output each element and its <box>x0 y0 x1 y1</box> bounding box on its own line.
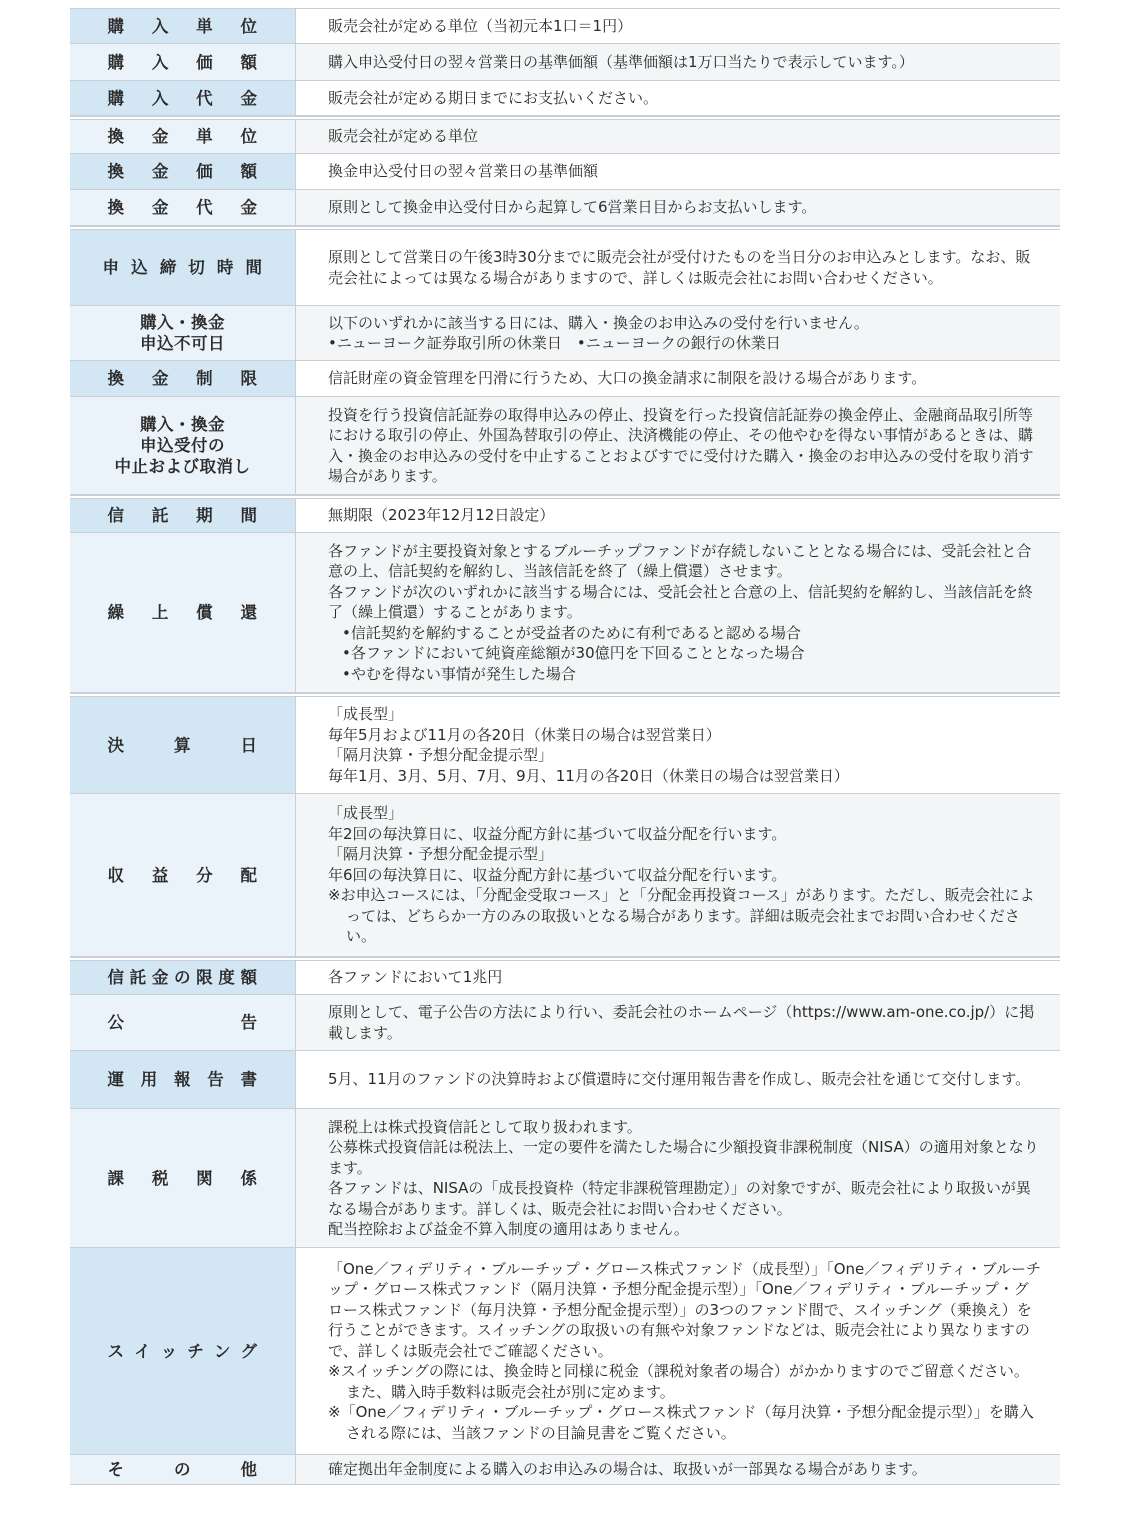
label-char: 用 <box>140 1070 158 1089</box>
row-label-text <box>108 197 258 218</box>
label-char: 制 <box>196 369 214 388</box>
fund-terms-table <box>70 8 1060 1485</box>
row-label-line: 中止および取消し <box>114 457 251 476</box>
row-value <box>296 1455 1060 1484</box>
row-value-line: 販売会社が定める期日までにお支払いください。 <box>328 88 659 107</box>
row-value <box>296 961 1060 994</box>
row-value-line: 投資を行う投資信託証券の取得申込みの停止、投資を行った投資信託証券の換金停止、金融商品取引所等における取引の停止、外国為替取引の停止、決済機能の停止、その他やむを得ない事情があるときは、購入・換金のお申込みの受付を中止することおよびすでに受付けた購入・換金のお申込みの受付を取り消す場合があります。 <box>328 405 1034 485</box>
label-char: 係 <box>240 1168 258 1188</box>
row-label <box>70 1248 296 1454</box>
row-label <box>70 794 296 956</box>
row-label-text <box>108 16 258 37</box>
label-char: 代 <box>196 198 214 217</box>
label-char: 位 <box>240 16 258 36</box>
row-label <box>70 9 296 43</box>
row-value <box>296 499 1060 532</box>
label-char: 信 <box>107 968 125 987</box>
label-char: 託 <box>129 968 147 987</box>
row-value <box>296 533 1060 692</box>
row-value-line: 「隔月決算・予想分配金提示型」 <box>328 845 554 864</box>
label-char: 税 <box>151 1168 169 1188</box>
row-label <box>70 1455 296 1484</box>
label-char: 日 <box>240 735 258 755</box>
row-label-text <box>108 1069 258 1090</box>
row-label <box>70 961 296 994</box>
label-char: イ <box>134 1341 152 1361</box>
label-char: 単 <box>196 16 214 36</box>
row-value-line: 各ファンドが次のいずれかに該当する場合には、受託会社と合意の上、信託契約を解約し、当該信託を終了（繰上償還）することがあります。 <box>328 582 1033 622</box>
row-value-line: •やむを得ない事情が発生した場合 <box>342 664 576 683</box>
row-value <box>296 995 1060 1050</box>
label-char: 決 <box>107 735 125 755</box>
label-char: 締 <box>159 258 177 277</box>
row-label <box>70 306 296 360</box>
label-char: 単 <box>196 127 214 146</box>
label-char: 額 <box>240 968 258 987</box>
label-char: 還 <box>240 603 258 622</box>
row-label-text <box>108 1459 258 1480</box>
label-char: 金 <box>151 127 169 146</box>
label-char: 収 <box>107 865 125 885</box>
row-label <box>70 697 296 793</box>
row-value <box>296 81 1060 115</box>
row-value-line: 5月、11月のファンドの決算時および償還時に交付運用報告書を作成し、販売会社を通じて交付します。 <box>328 1070 1031 1089</box>
row-value-line: 信託財産の資金管理を円滑に行うため、大口の換金請求に制限を設ける場合があります。 <box>328 369 927 388</box>
label-char: ス <box>107 1341 125 1361</box>
label-char: 入 <box>151 52 169 72</box>
label-char: 金 <box>240 88 258 108</box>
row-value <box>296 361 1060 396</box>
table-row <box>70 495 1060 533</box>
row-value <box>296 190 1060 225</box>
row-value <box>296 306 1060 360</box>
table-row <box>70 693 1060 794</box>
label-char: ッ <box>160 1341 178 1361</box>
row-value <box>296 794 1060 956</box>
row-value-line: ※お申込コースには、「分配金受取コース」と「分配金再投資コース」があります。ただし、販売会社によっては、どちらか一方のみの取扱いとなる場合があります。詳細は販売会社までお問い合わせください。 <box>328 886 1035 946</box>
row-value-line: 原則として営業日の午後3時30分までに販売会社が受付けたものを当日分のお申込みとします。なお、販売会社によっては異なる場合がありますので、詳しくは販売会社にお問い合わせください。 <box>328 248 1031 287</box>
row-value-line: 「One／フィデリティ・ブルーチップ・グロース株式ファンド（成長型）」「One／フィデリティ・ブルーチップ・グロース株式ファンド（隔月決算・予想分配金提示型）」「One／フィデリティ・ブルーチップ・グロース株式ファンド（毎月決算・予想分配金提示型）」の3つのファンド間で、スイッチング（乗換え）を行うことができます。スイッチングの取扱いの有無や対象ファンドなどは、販売会社により異なりますので、詳しくは販売会社でご確認ください。 <box>328 1259 1041 1360</box>
row-value-line: •各ファンドにおいて純資産総額が30億円を下回ることとなった場合 <box>342 644 805 663</box>
row-label-text <box>103 257 263 278</box>
row-value-line: 以下のいずれかに該当する日には、購入・換金のお申込みの受付を行いません。 <box>328 313 869 332</box>
row-value-line: 無期限（2023年12月12日設定） <box>328 506 555 525</box>
table-row <box>70 1455 1060 1485</box>
table-row <box>70 81 1060 116</box>
table-row <box>70 44 1060 81</box>
row-value-line: 「成長型」 <box>328 804 404 823</box>
row-label <box>70 1109 296 1247</box>
label-char: 換 <box>107 127 125 146</box>
row-value <box>296 1109 1060 1247</box>
row-label <box>70 81 296 115</box>
label-char: 換 <box>107 369 125 388</box>
row-value-line: 課税上は株式投資信託として取り扱われます。 <box>328 1117 642 1136</box>
label-char: 信 <box>107 506 125 525</box>
row-value-line: 各ファンドは、NISAの「成長投資枠（特定非課税管理勘定）」の対象ですが、販売会社により取扱いが異なる場合があります。詳しくは、販売会社にお問い合わせください。 <box>328 1179 1031 1218</box>
row-label-text <box>108 865 258 886</box>
row-label <box>70 995 296 1050</box>
row-label <box>70 44 296 80</box>
label-char: 位 <box>240 127 258 146</box>
row-label-text <box>103 414 263 477</box>
row-label <box>70 154 296 189</box>
row-label-text <box>108 1012 258 1033</box>
row-label <box>70 230 296 305</box>
table-row <box>70 226 1060 306</box>
row-label <box>70 397 296 494</box>
row-label-line: 購入・換金 <box>140 415 225 434</box>
label-char: 金 <box>151 369 169 388</box>
label-char: 運 <box>107 1070 125 1089</box>
row-value <box>296 154 1060 189</box>
row-value-line: •ニューヨーク証券取引所の休業日 •ニューヨークの銀行の休業日 <box>328 334 781 352</box>
label-char: 関 <box>196 1168 214 1188</box>
label-char: 書 <box>240 1070 258 1089</box>
row-label <box>70 1051 296 1108</box>
table-row <box>70 1109 1060 1248</box>
row-value-line: 原則として換金申込受付日から起算して6営業日目からお支払いします。 <box>328 198 817 217</box>
row-value-line: 配当控除および益金不算入制度の適用はありません。 <box>328 1220 689 1238</box>
row-value-line: 換金申込受付日の翌々営業日の基準価額 <box>328 162 599 181</box>
label-char: 公 <box>107 1013 125 1032</box>
table-row <box>70 154 1060 190</box>
row-label <box>70 361 296 396</box>
row-value-line: 確定拠出年金制度による購入のお申込みの場合は、取扱いが一部異なる場合があります。 <box>328 1460 927 1479</box>
row-label-text <box>108 967 258 988</box>
row-value-line: 販売会社が定める単位（当初元本1口＝1円） <box>328 16 633 35</box>
row-label-text <box>108 368 258 389</box>
row-label-text <box>108 1341 258 1362</box>
row-label-text <box>108 126 258 147</box>
row-value-line: 毎年1月、3月、5月、7月、9月、11月の各20日（休業日の場合は翌営業日） <box>328 766 849 785</box>
label-char: 入 <box>151 88 169 108</box>
table-row <box>70 306 1060 361</box>
label-char: 課 <box>107 1168 125 1188</box>
row-value <box>296 1051 1060 1108</box>
label-char: 価 <box>196 52 214 72</box>
label-char: グ <box>240 1341 258 1361</box>
label-char: 金 <box>151 198 169 217</box>
row-label-line: 購入・換金 <box>140 313 225 332</box>
label-char: 益 <box>151 865 169 885</box>
row-value-line: 年2回の毎決算日に、収益分配方針に基づいて収益分配を行います。 <box>328 824 787 843</box>
row-label <box>70 120 296 153</box>
row-value <box>296 397 1060 494</box>
label-char: 申 <box>102 258 120 277</box>
row-label-text <box>108 161 258 182</box>
row-label <box>70 499 296 532</box>
label-char: 分 <box>196 865 214 885</box>
label-char: 配 <box>240 865 258 885</box>
label-char: 他 <box>240 1460 258 1479</box>
row-label <box>70 533 296 692</box>
label-char: 間 <box>245 258 263 277</box>
row-value-line: 各ファンドにおいて1兆円 <box>328 968 503 987</box>
row-value-line: 原則として、電子公告の方法により行い、委託会社のホームページ（https://www.am-one.co.jp/）に掲載します。 <box>328 1003 1035 1042</box>
row-value-line: 公募株式投資信託は税法上、一定の要件を満たした場合に少額投資非課税制度（NISA）の適用対象となります。 <box>328 1138 1039 1177</box>
label-char: 限 <box>196 968 214 987</box>
row-label-text <box>108 88 258 109</box>
row-value <box>296 697 1060 793</box>
row-value-line: 販売会社が定める単位 <box>328 127 479 146</box>
row-value <box>296 44 1060 80</box>
label-char: 代 <box>196 88 214 108</box>
table-row <box>70 957 1060 995</box>
label-char: 購 <box>107 52 125 72</box>
label-char: 込 <box>131 258 149 277</box>
row-value-line: 購入申込受付日の翌々営業日の基準価額（基準価額は1万口当たりで表示しています。） <box>328 52 914 71</box>
label-char: 購 <box>107 16 125 36</box>
table-row <box>70 533 1060 693</box>
label-char: の <box>173 968 191 987</box>
label-char: 換 <box>107 162 125 181</box>
label-char: 報 <box>174 1070 191 1089</box>
row-value-line: •信託契約を解約することが受益者のために有利であると認める場合 <box>342 623 801 642</box>
table-row <box>70 8 1060 44</box>
label-char: 金 <box>240 198 258 217</box>
row-value <box>296 120 1060 153</box>
row-value-line: 毎年5月および11月の各20日（休業日の場合は翌営業日） <box>328 725 721 744</box>
label-char: 金 <box>151 162 169 181</box>
table-row <box>70 190 1060 226</box>
label-char: 購 <box>107 88 125 108</box>
row-label <box>70 190 296 225</box>
label-char: チ <box>187 1341 205 1361</box>
row-label-text <box>108 602 258 623</box>
label-char: 切 <box>188 258 206 277</box>
label-char: 託 <box>151 506 169 525</box>
table-row <box>70 397 1060 495</box>
table-row <box>70 1248 1060 1455</box>
table-row <box>70 995 1060 1051</box>
row-value <box>296 9 1060 43</box>
label-char: の <box>174 1460 191 1479</box>
row-label-text <box>108 505 258 526</box>
label-char: 換 <box>107 198 125 217</box>
row-label-text <box>108 735 258 756</box>
table-row <box>70 361 1060 397</box>
row-value <box>296 1248 1060 1454</box>
label-char: 告 <box>207 1070 225 1089</box>
label-char: 償 <box>196 603 214 622</box>
table-row <box>70 794 1060 957</box>
label-char: ン <box>213 1341 231 1361</box>
label-char: 度 <box>218 968 236 987</box>
row-value-line: 各ファンドが主要投資対象とするブルーチップファンドが存続しないこととなる場合には、受託会社と合意の上、信託契約を解約し、当該信託を終了（繰上償還）させます。 <box>328 541 1032 581</box>
row-value-line: 年6回の毎決算日に、収益分配方針に基づいて収益分配を行います。 <box>328 865 787 884</box>
label-char: そ <box>107 1460 125 1479</box>
label-char: 上 <box>151 603 169 622</box>
label-char: 時 <box>216 258 234 277</box>
label-char: 額 <box>240 162 258 181</box>
label-char: 価 <box>196 162 214 181</box>
label-char: 期 <box>196 506 214 525</box>
row-value-line: ※「One／フィデリティ・ブルーチップ・グロース株式ファンド（毎月決算・予想分配金提示型）」を購入される際には、当該ファンドの目論見書をご覧ください。 <box>328 1403 1034 1442</box>
label-char: 算 <box>174 735 191 755</box>
label-char: 限 <box>240 369 258 388</box>
row-value-line: 「成長型」 <box>328 705 404 723</box>
label-char: 間 <box>240 506 258 525</box>
row-label-text <box>108 52 258 73</box>
row-label-line: 申込受付の <box>140 436 225 455</box>
label-char: 繰 <box>107 603 125 622</box>
label-char: 入 <box>151 16 169 36</box>
row-label-text <box>108 312 258 354</box>
row-label-line: 申込不可日 <box>140 334 225 353</box>
table-row <box>70 1051 1060 1109</box>
row-value-line: 「隔月決算・予想分配金提示型」 <box>328 746 554 764</box>
label-char: 額 <box>240 52 258 72</box>
label-char: 告 <box>240 1013 258 1032</box>
row-value <box>296 230 1060 305</box>
label-char: 金 <box>151 968 169 987</box>
table-row <box>70 116 1060 154</box>
row-value-line: ※スイッチングの際には、換金時と同様に税金（課税対象者の場合）がかかりますのでご留意ください。また、購入時手数料は販売会社が別に定めます。 <box>328 1362 1029 1401</box>
row-label-text <box>108 1168 258 1189</box>
